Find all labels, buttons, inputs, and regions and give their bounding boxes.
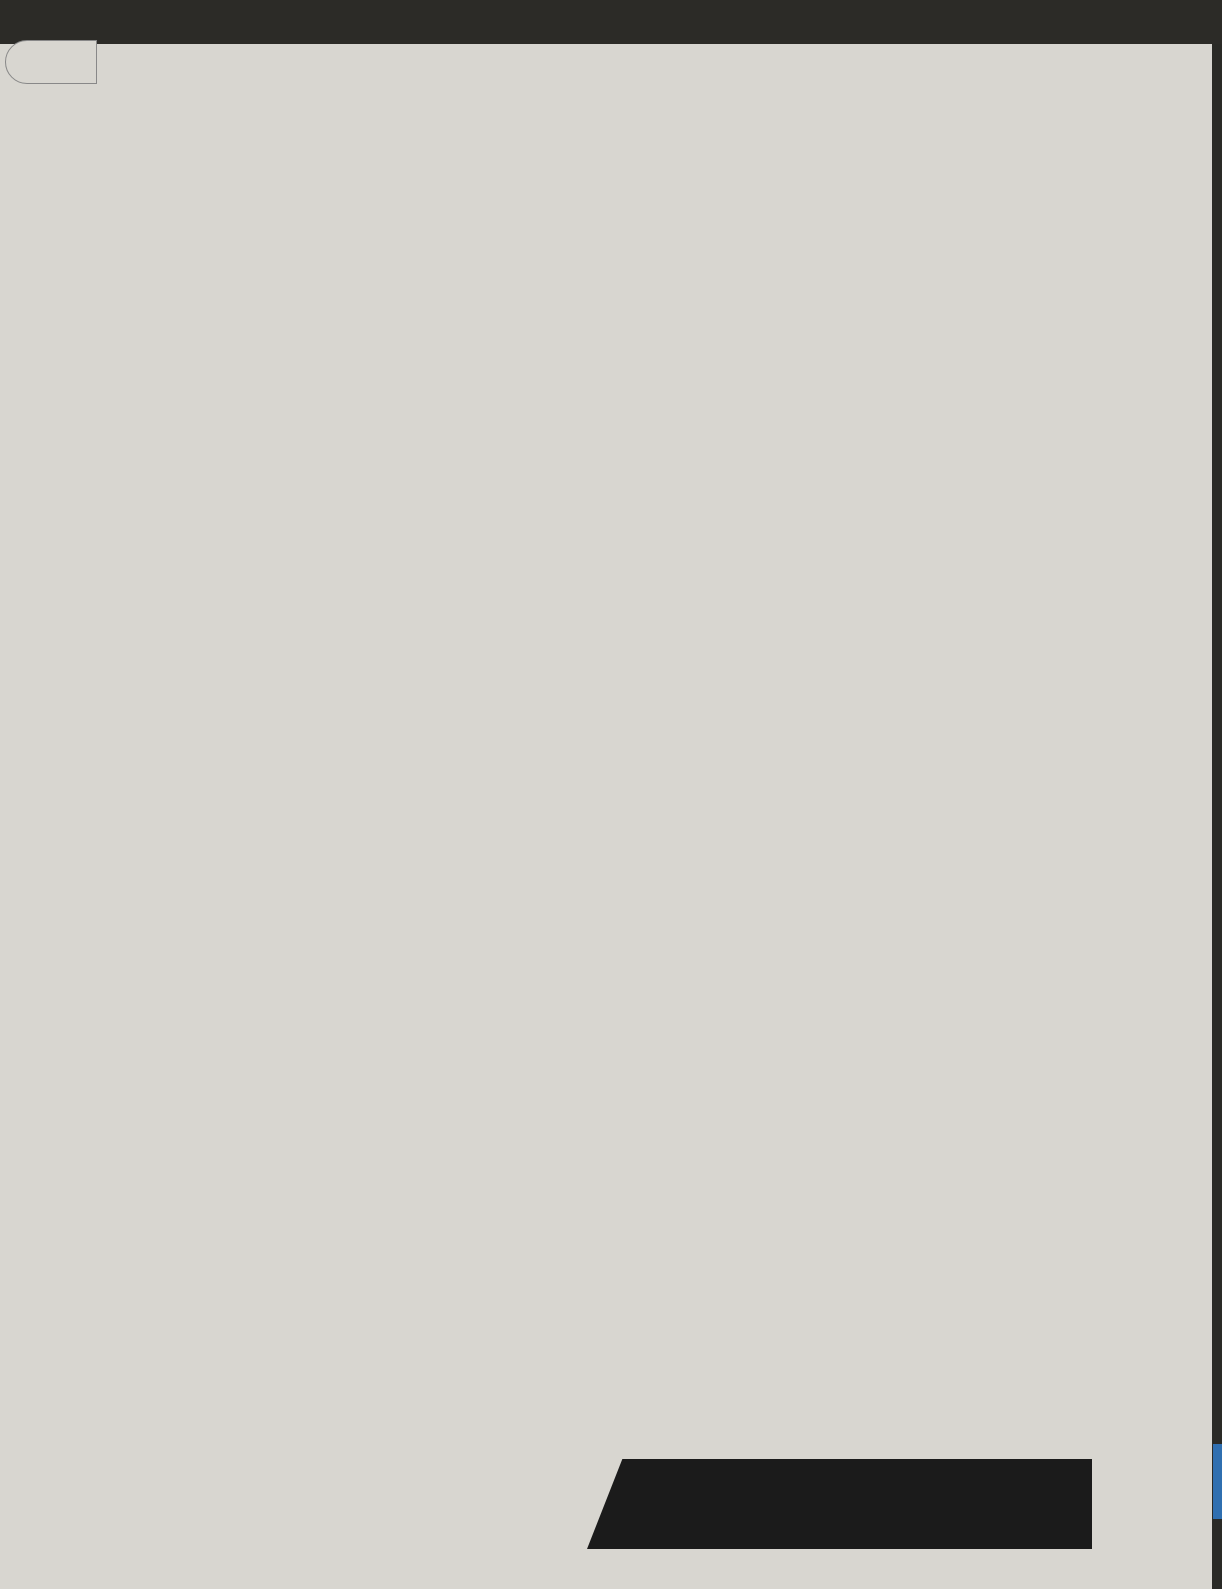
page-number bbox=[5, 40, 97, 84]
decorative-squares-top bbox=[687, 1553, 1087, 1565]
table-background bbox=[0, 0, 1222, 44]
section-banner bbox=[587, 1459, 1092, 1549]
side-tab-marker bbox=[1213, 1444, 1222, 1519]
decorative-squares-side bbox=[1089, 41, 1119, 1571]
decorative-squares-bottom bbox=[102, 67, 802, 79]
paper-sheet bbox=[0, 44, 1212, 1589]
